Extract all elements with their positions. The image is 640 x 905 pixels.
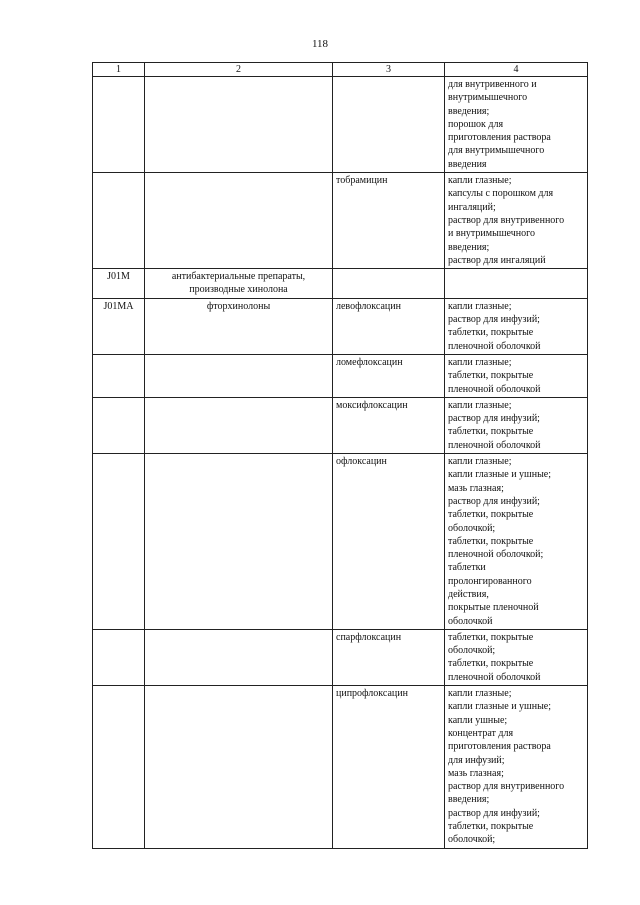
dosage-form-cell	[445, 269, 588, 299]
dosage-form-cell: капли глазные; капли глазные и ушные; мазь глазная; раствор для инфузий; таблетки, покрытые оболочкой; таблетки, покрытые пленочной оболочкой; таблетки пролонгированного действия, покрытые пленочной оболочкой	[445, 454, 588, 630]
drug-name-cell: тобрамицин	[333, 173, 445, 269]
atc-code-cell	[93, 397, 145, 453]
drug-list-table	[92, 62, 588, 849]
dosage-form-cell: таблетки, покрытые оболочкой; таблетки, покрытые пленочной оболочкой	[445, 629, 588, 685]
column-header-1: 1	[93, 63, 145, 77]
table-row	[93, 354, 588, 397]
atc-code-cell: J01MA	[93, 298, 145, 354]
group-name-cell	[145, 354, 333, 397]
column-header-3: 3	[333, 63, 445, 77]
group-name-cell: антибактериальные препараты, производные хинолона	[145, 269, 333, 299]
dosage-form-cell: капли глазные; раствор для инфузий; таблетки, покрытые пленочной оболочкой	[445, 298, 588, 354]
column-header-2: 2	[145, 63, 333, 77]
atc-code-cell	[93, 454, 145, 630]
group-name-cell	[145, 454, 333, 630]
atc-code-cell	[93, 686, 145, 849]
drug-name-cell: спарфлоксацин	[333, 629, 445, 685]
group-name-cell: фторхинолоны	[145, 298, 333, 354]
group-name-cell	[145, 77, 333, 173]
table-row	[93, 629, 588, 685]
atc-code-cell	[93, 173, 145, 269]
drug-name-cell: ломефлоксацин	[333, 354, 445, 397]
table-row	[93, 269, 588, 299]
column-header-4: 4	[445, 63, 588, 77]
drug-name-cell	[333, 77, 445, 173]
atc-code-cell	[93, 629, 145, 685]
group-name-cell	[145, 629, 333, 685]
dosage-form-cell: капли глазные; раствор для инфузий; таблетки, покрытые пленочной оболочкой	[445, 397, 588, 453]
drug-name-cell: моксифлоксацин	[333, 397, 445, 453]
atc-code-cell	[93, 77, 145, 173]
atc-code-cell: J01M	[93, 269, 145, 299]
table-row	[93, 397, 588, 453]
table-row	[93, 686, 588, 849]
dosage-form-cell: для внутривенного и внутримышечного введения; порошок для приготовления раствора для внутримышечного введения	[445, 77, 588, 173]
table-row	[93, 77, 588, 173]
atc-code-cell	[93, 354, 145, 397]
dosage-form-cell: капли глазные; таблетки, покрытые пленочной оболочкой	[445, 354, 588, 397]
dosage-form-cell: капли глазные; капли глазные и ушные; капли ушные; концентрат для приготовления раствора для инфузий; мазь глазная; раствор для внутривенного введения; раствор для инфузий; таблетки, покрытые оболочкой;	[445, 686, 588, 849]
group-name-cell	[145, 397, 333, 453]
group-name-cell	[145, 173, 333, 269]
dosage-form-cell: капли глазные; капсулы с порошком для ингаляций; раствор для внутривенного и внутримышечного введения; раствор для ингаляций	[445, 173, 588, 269]
table-row	[93, 173, 588, 269]
table-row	[93, 454, 588, 630]
drug-name-cell: левофлоксацин	[333, 298, 445, 354]
table-row	[93, 298, 588, 354]
group-name-cell	[145, 686, 333, 849]
drug-name-cell	[333, 269, 445, 299]
drug-name-cell: офлоксацин	[333, 454, 445, 630]
page-number: 118	[311, 38, 329, 50]
drug-name-cell: ципрофлоксацин	[333, 686, 445, 849]
header-row	[93, 63, 588, 77]
